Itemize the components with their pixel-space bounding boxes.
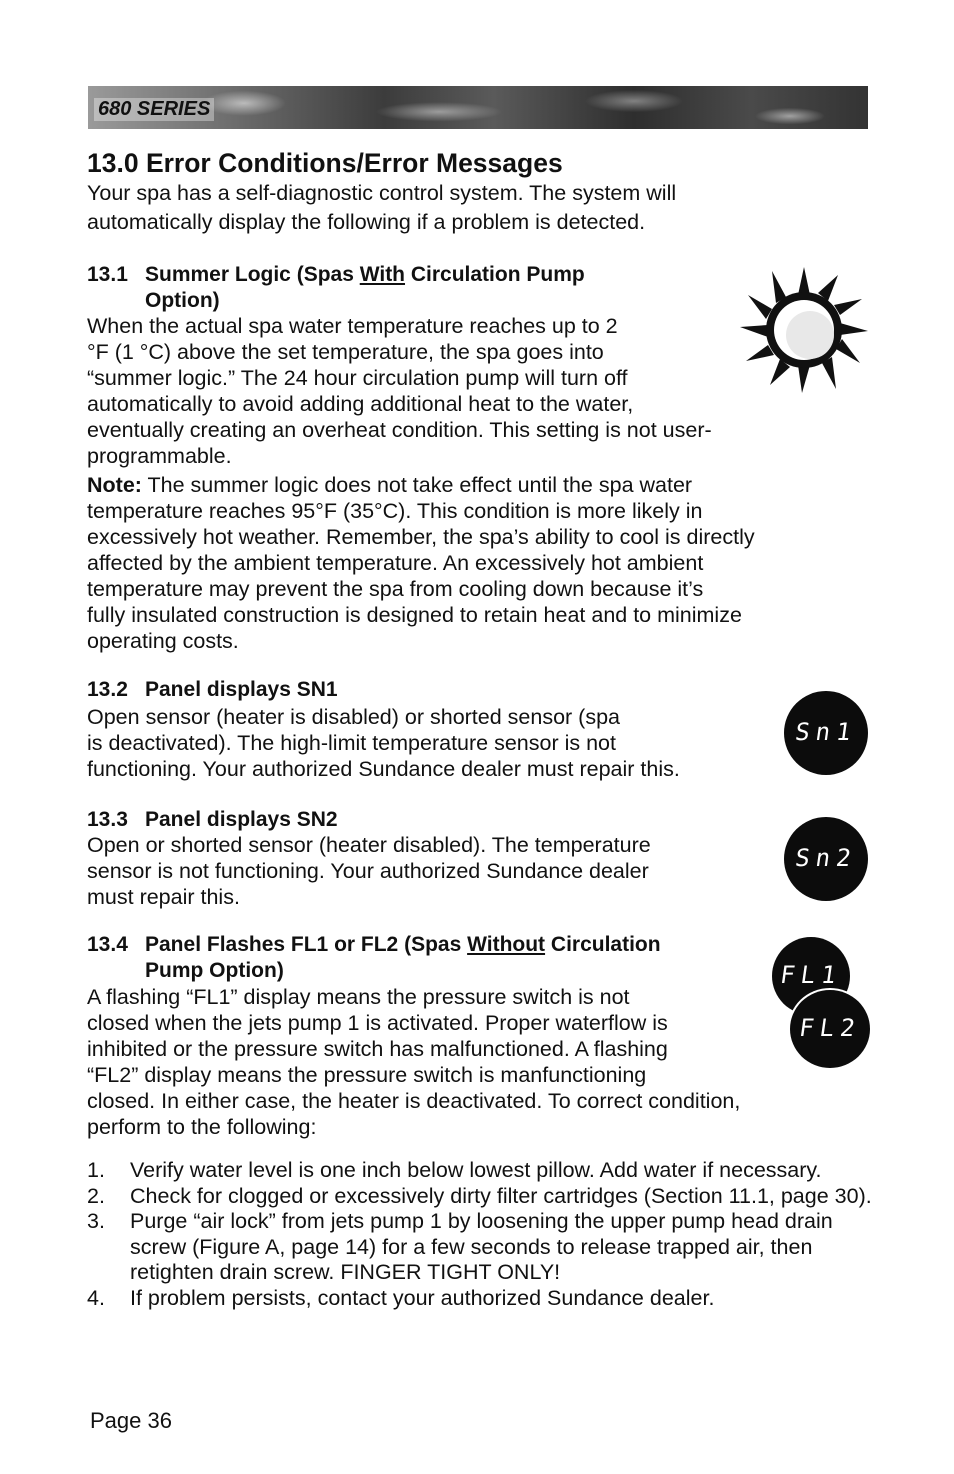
series-banner bbox=[88, 86, 868, 129]
note-label: Note: bbox=[87, 473, 142, 497]
subsection-13-3-title bbox=[87, 807, 338, 833]
title-emphasis: Without bbox=[467, 933, 546, 956]
sn2-display bbox=[784, 817, 868, 901]
title-emphasis: With bbox=[359, 263, 406, 286]
list-item bbox=[87, 1184, 877, 1210]
body-line: automatically to avoid adding additional heat to the water, bbox=[87, 392, 634, 416]
subsection-number: 13.4 bbox=[87, 933, 128, 956]
list-text: If problem persists, contact your authorized Sundance dealer. bbox=[130, 1285, 715, 1310]
body-line: Open or shorted sensor (heater disabled). The temperature bbox=[87, 833, 651, 857]
page-number: Page 36 bbox=[90, 1408, 172, 1433]
title-text: Panel displays SN1 bbox=[145, 678, 338, 701]
subsection-13-4-body bbox=[87, 984, 740, 1140]
body-line: programmable. bbox=[87, 444, 232, 468]
subsection-13-3-body bbox=[87, 832, 651, 910]
display-text: Sn1 bbox=[793, 718, 859, 746]
display-text: FL2 bbox=[797, 1014, 863, 1042]
list-text: Purge “air lock” from jets pump 1 by loosening the upper pump head drain screw (Figure A, page 14) for a few seconds to release trapped air, then retighten drain screw. FINGER TIGHT ONLY! bbox=[130, 1209, 833, 1284]
intro-line-2: automatically display the following if a problem is detected. bbox=[87, 210, 646, 234]
title-part: Circulation Pump bbox=[405, 263, 585, 286]
subsection-13-1-title bbox=[87, 262, 585, 314]
subsection-number: 13.1 bbox=[87, 263, 128, 286]
body-line: sensor is not functioning. Your authorized Sundance dealer bbox=[87, 859, 649, 883]
sun-icon bbox=[740, 265, 868, 395]
title-text: Panel displays SN2 bbox=[145, 808, 338, 831]
procedure-list bbox=[87, 1158, 877, 1311]
title-part: Circulation bbox=[545, 933, 661, 956]
display-text: FL1 bbox=[778, 961, 844, 989]
list-number: 4. bbox=[87, 1285, 105, 1310]
note-paragraph bbox=[87, 472, 877, 498]
body-line: “FL2” display means the pressure switch is manfunctioning bbox=[87, 1063, 647, 1087]
body-line: “summer logic.” The 24 hour circulation pump will turn off bbox=[87, 366, 628, 390]
note-line: temperature may prevent the spa from cooling down because it’s bbox=[87, 577, 704, 601]
list-text: Check for clogged or excessively dirty filter cartridges (Section 11.1, page 30). bbox=[130, 1183, 872, 1208]
list-item bbox=[87, 1158, 877, 1184]
note-line: temperature reaches 95°F (35°C). This condition is more likely in bbox=[87, 499, 703, 523]
list-text: Verify water level is one inch below lowest pillow. Add water if necessary. bbox=[130, 1158, 822, 1182]
list-number: 1. bbox=[87, 1158, 105, 1182]
subsection-number: 13.2 bbox=[87, 678, 128, 701]
body-line: eventually creating an overheat condition. This setting is not user- bbox=[87, 418, 712, 442]
subsection-13-4-title bbox=[87, 932, 661, 984]
section-title: 13.0 Error Conditions/Error Messages bbox=[87, 148, 563, 178]
intro-line-1: Your spa has a self-diagnostic control system. The system will bbox=[87, 181, 677, 205]
title-continuation: Pump Option) bbox=[145, 959, 284, 982]
body-line: °F (1 °C) above the set temperature, the spa goes into bbox=[87, 340, 604, 364]
body-line: closed when the jets pump 1 is activated. Proper waterflow is bbox=[87, 1011, 668, 1035]
title-part: Summer Logic (Spas bbox=[145, 263, 360, 286]
body-line: A flashing “FL1” display means the pressure switch is not bbox=[87, 985, 630, 1009]
body-line: Open sensor (heater is disabled) or shorted sensor (spa bbox=[87, 705, 620, 729]
note-line: affected by the ambient temperature. An excessively hot ambient bbox=[87, 551, 704, 575]
note-line: The summer logic does not take effect until the spa water bbox=[141, 473, 693, 497]
list-item bbox=[87, 1286, 877, 1312]
title-part: Panel Flashes FL1 or FL2 (Spas bbox=[145, 933, 468, 956]
list-item bbox=[87, 1209, 877, 1286]
note-line: excessively hot weather. Remember, the spa’s ability to cool is directly bbox=[87, 525, 755, 549]
subsection-13-2-title bbox=[87, 677, 338, 703]
series-label: 680 SERIES bbox=[94, 98, 214, 121]
body-line: must repair this. bbox=[87, 885, 240, 909]
sn1-display bbox=[784, 691, 868, 775]
note-line: operating costs. bbox=[87, 629, 239, 653]
title-continuation: Option) bbox=[145, 289, 220, 312]
body-line: inhibited or the pressure switch has malfunctioned. A flashing bbox=[87, 1037, 668, 1061]
list-number: 3. bbox=[87, 1209, 105, 1233]
body-line: When the actual spa water temperature reaches up to 2 bbox=[87, 314, 618, 338]
list-number: 2. bbox=[87, 1183, 105, 1208]
body-line: is deactivated). The high-limit temperature sensor is not bbox=[87, 731, 616, 755]
display-text: Sn2 bbox=[793, 844, 859, 872]
fl2-display bbox=[790, 990, 870, 1068]
body-line: perform to the following: bbox=[87, 1115, 317, 1139]
subsection-number: 13.3 bbox=[87, 808, 128, 831]
body-line: closed. In either case, the heater is deactivated. To correct condition, bbox=[87, 1089, 741, 1113]
note-line: fully insulated construction is designed to retain heat and to minimize bbox=[87, 603, 742, 627]
body-line: functioning. Your authorized Sundance dealer must repair this. bbox=[87, 757, 680, 781]
subsection-13-2-body bbox=[87, 704, 680, 782]
